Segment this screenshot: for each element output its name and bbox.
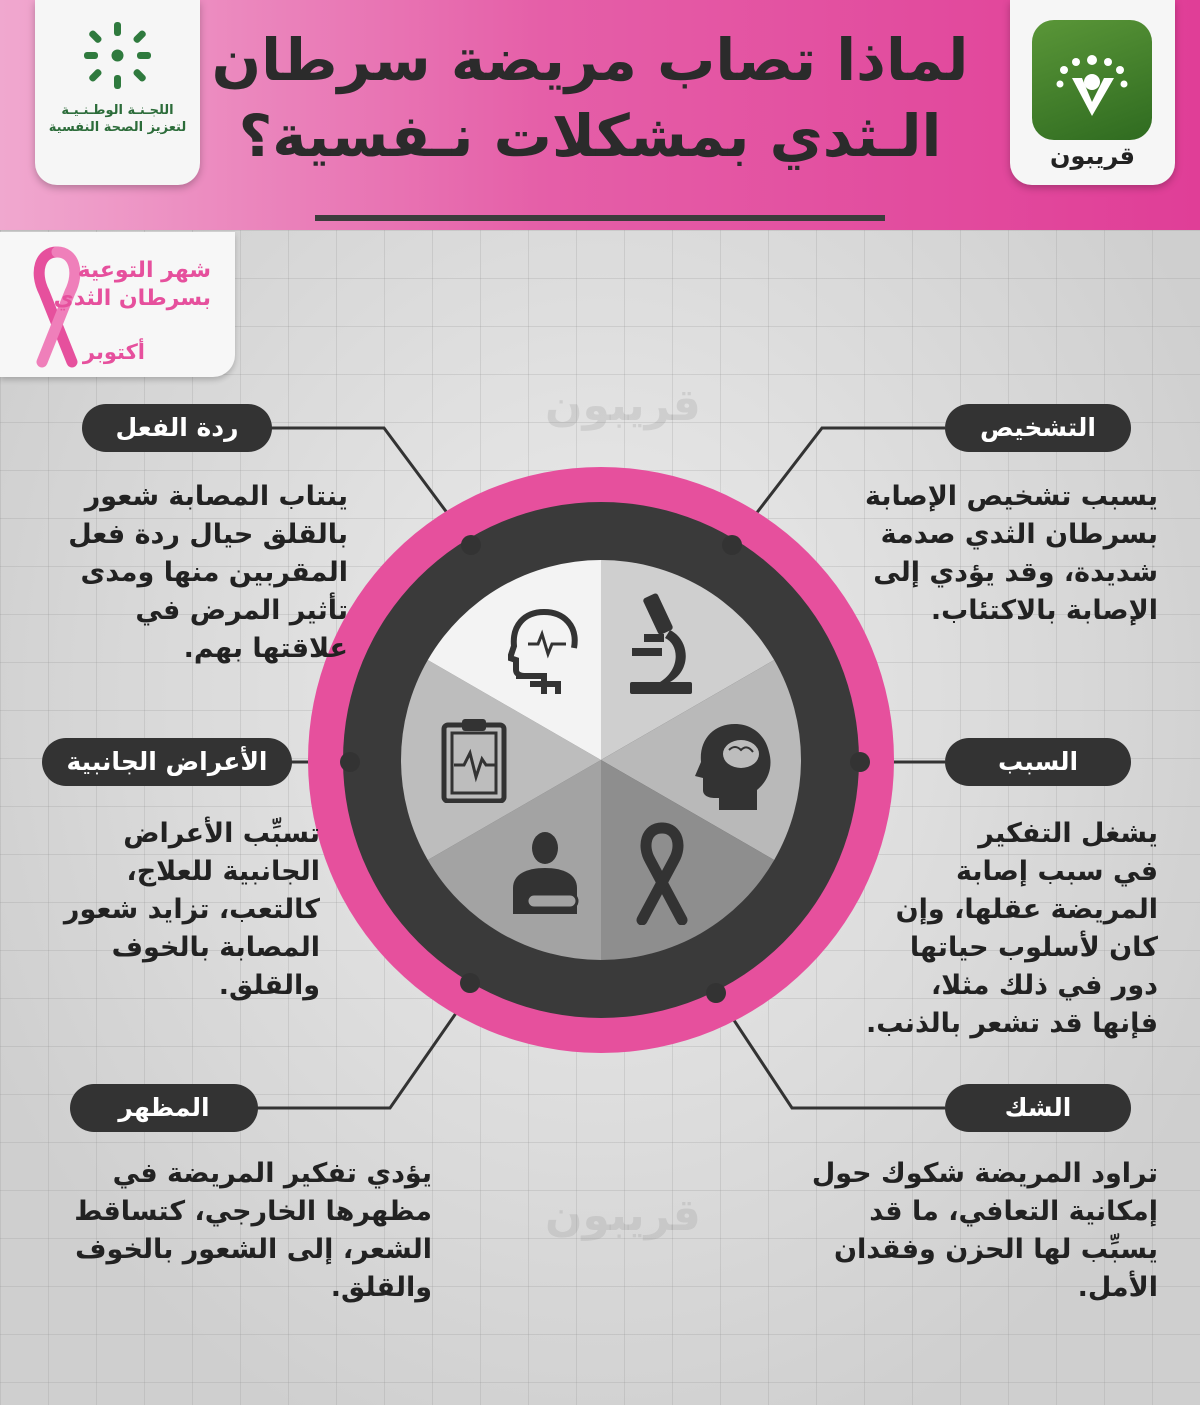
watermark: قريبون	[545, 1190, 701, 1241]
title-line-1: لماذا تصاب مريضة سرطان	[211, 26, 969, 94]
awareness-line-1: شهر التوعية	[77, 258, 211, 283]
label-cause: السبب	[945, 738, 1131, 786]
watermark: قريبون	[545, 380, 701, 431]
awareness-line-2: بسرطان الثدي	[53, 286, 211, 311]
label-reaction: ردة الفعل	[82, 404, 272, 452]
text-doubt: تراود المريضة شكوك حول إمكانية التعافي، ما قد يسبِّب لها الحزن وفقدان الأمل.	[811, 1158, 1158, 1303]
org-name: اللجـنـة الوطـنـيـة لتعزيز الصحة النفسية	[48, 103, 187, 135]
label-diagnosis: التشخيص	[945, 404, 1131, 452]
text-reaction: ينتاب المصابة شعور بالقلق حيال ردة فعل المقربين منها ومدى تأثير المرض في علاقتها بهم.	[68, 481, 348, 664]
label-appearance: المظهر	[70, 1084, 258, 1132]
text-appearance: يؤدي تفكير المريضة في مظهرها الخارجي، كتساقط الشعر، إلى الشعور بالخوف والقلق.	[74, 1158, 432, 1303]
brand-name: قريبون	[1050, 142, 1135, 170]
text-cause: يشغل التفكير في سبب إصابة المريضة عقلها، وإن كان لأسلوب حياتها دور في ذلك مثلا، فإنها قد تشعر بالذنب.	[865, 818, 1158, 1039]
patient-icon	[505, 830, 585, 915]
awareness-month: أكتوبر	[82, 340, 145, 364]
text-diagnosis: يسبب تشخيص الإصابة بسرطان الثدي صدمة شديدة، وقد يؤدي إلى الإصابة بالاكتئاب.	[864, 481, 1158, 626]
label-side-effects: الأعراض الجانبية	[42, 738, 292, 786]
clipboard-icon	[440, 715, 508, 803]
label-doubt: الشك	[945, 1084, 1131, 1132]
mind-pulse-icon	[508, 608, 580, 696]
text-side-effects: تسبِّب الأعراض الجانبية للعلاج، كالتعب، تزايد شعور المصابة بالخوف والقلق.	[63, 818, 320, 1001]
microscope-icon	[620, 590, 700, 700]
head-brain-icon	[693, 720, 775, 812]
awareness-ribbon-icon	[630, 820, 695, 925]
title-line-2: الـثدي بمشكلات نـفسية؟	[238, 102, 942, 170]
